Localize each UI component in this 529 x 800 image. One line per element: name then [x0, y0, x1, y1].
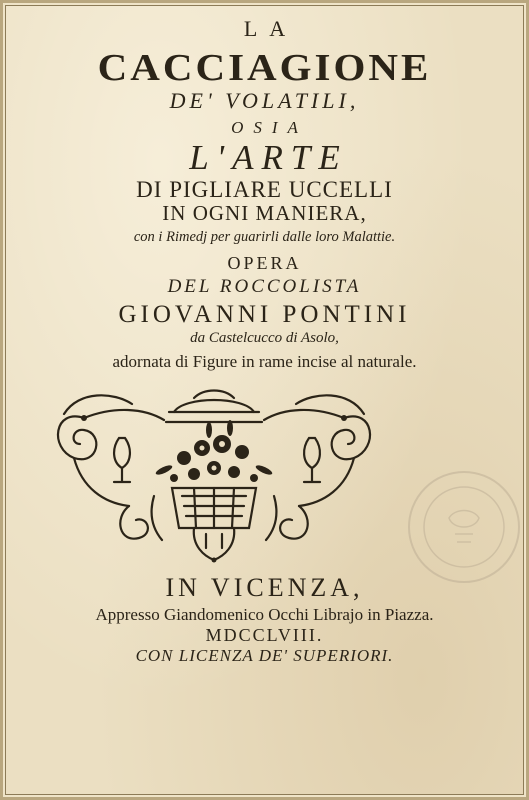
title-line-la: LA — [243, 16, 298, 41]
imprint-publisher: Appresso Giandomenico Occhi Librajo in Piazza. — [95, 605, 434, 624]
title-line-cacciagione: CACCIAGIONE — [97, 45, 432, 89]
title-line-rimedj: con i Rimedj per guarirli dalle loro Malattie. — [133, 229, 396, 245]
title-line-osia: OSIA — [231, 118, 308, 137]
title-line-opera: OPERA — [227, 253, 302, 273]
title-line-roccolista: DEL ROCCOLISTA — [167, 276, 362, 297]
imprint-year: MDCCLVIII. — [205, 625, 324, 645]
title-line-maniera: IN OGNI MANIERA, — [162, 201, 367, 225]
floral-basket-cartouche-icon — [44, 378, 384, 566]
imprint-license: CON LICENZA DE' SUPERIORI. — [135, 646, 394, 665]
imprint-city: IN VICENZA, — [165, 573, 364, 602]
title-line-figure: adornata di Figure in rame incise al naturale. — [112, 352, 417, 371]
author-name: GIOVANNI PONTINI — [118, 301, 411, 328]
title-line-arte: L'ARTE — [189, 138, 348, 177]
title-line-volatili: DE' VOLATILI, — [169, 88, 360, 113]
author-origin: da Castelcucco di Asolo, — [190, 330, 339, 346]
title-line-pigliare: DI PIGLIARE UCCELLI — [136, 177, 393, 202]
library-stamp-icon — [405, 468, 523, 586]
